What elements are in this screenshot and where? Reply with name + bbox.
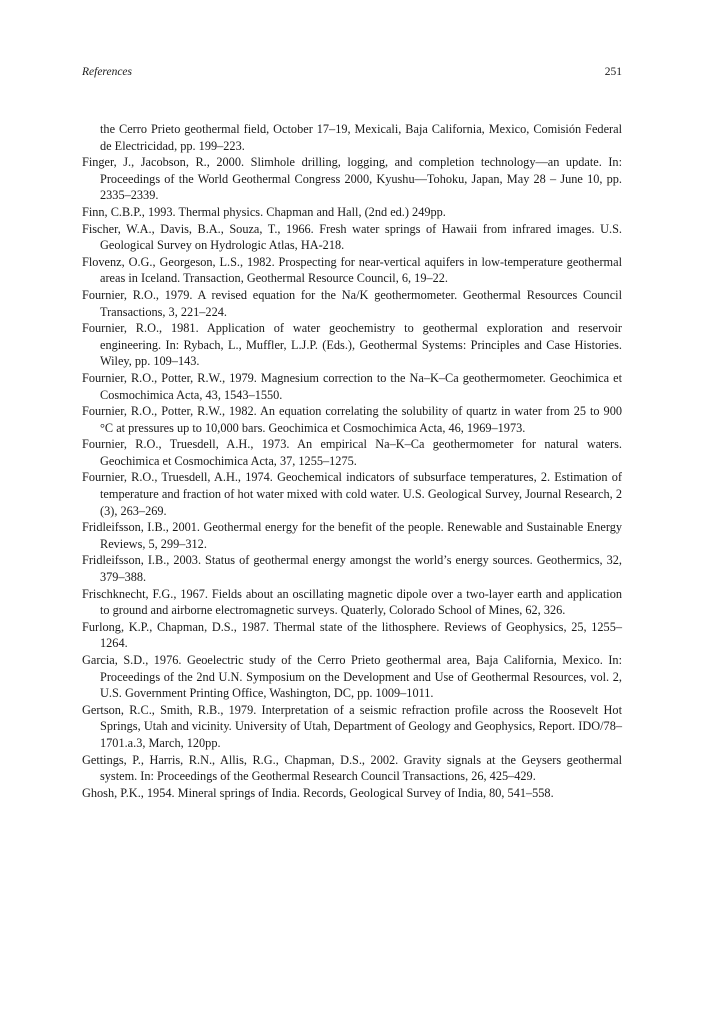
reference-entry: Fridleifsson, I.B., 2001. Geothermal energy for the benefit of the people. Renewable and Sustainable Energy Reviews, 5, 299–312. bbox=[82, 520, 622, 551]
reference-entry: Fournier, R.O., 1981. Application of water geochemistry to geothermal exploration and reservoir engineering. In: Rybach, L., Muffler, L.J.P. (Eds.), Geothermal Systems: Principles and Case Histories. Wiley, pp. 109–143. bbox=[82, 321, 622, 369]
reference-entry: Fournier, R.O., Truesdell, A.H., 1974. Geochemical indicators of subsurface temperatures, 2. Estimation of temperature and fraction of hot water mixed with cold water. U.S. Geological Survey, Journal Research, 2 (3), 263–269. bbox=[82, 470, 622, 518]
reference-entry-continued: the Cerro Prieto geothermal field, October 17–19, Mexicali, Baja California, Mexico, Comisión Federal de Electricidad, pp. 199–223. bbox=[100, 122, 622, 153]
reference-entry: Fournier, R.O., Potter, R.W., 1982. An equation correlating the solubility of quartz in water from 25 to 900 °C at pressures up to 10,000 bars. Geochimica et Cosmochimica Acta, 46, 1969–1973. bbox=[82, 404, 622, 435]
reference-entry: Furlong, K.P., Chapman, D.S., 1987. Thermal state of the lithosphere. Reviews of Geophysics, 25, 1255–1264. bbox=[82, 619, 622, 651]
running-head bbox=[82, 66, 622, 84]
reference-entry: Ghosh, P.K., 1954. Mineral springs of India. Records, Geological Survey of India, 80, 541–558. bbox=[82, 785, 554, 800]
reference-entry: Finn, C.B.P., 1993. Thermal physics. Chapman and Hall, (2nd ed.) 249pp. bbox=[82, 204, 446, 219]
reference-entry: Fournier, R.O., Potter, R.W., 1979. Magnesium correction to the Na–K–Ca geothermometer. Geochimica et Cosmochimica Acta, 43, 1543–1550. bbox=[82, 370, 622, 402]
reference-entry: Gettings, P., Harris, R.N., Allis, R.G., Chapman, D.S., 2002. Gravity signals at the Geysers geothermal system. In: Proceedings of the Geothermal Research Council Transactions, 26, 425–429. bbox=[82, 752, 622, 784]
reference-entry: Gertson, R.C., Smith, R.B., 1979. Interpretation of a seismic refraction profile across the Roosevelt Hot Springs, Utah and vicinity. University of Utah, Department of Geology and Geophysics, Report. IDO/78–1701.a.3, March, 120pp. bbox=[82, 702, 622, 750]
reference-entry: Frischknecht, F.G., 1967. Fields about an oscillating magnetic dipole over a two-layer earth and application to ground and airborne electromagnetic surveys. Quaterly, Colorado School of Mines, 62, 326. bbox=[82, 586, 622, 618]
reference-entry: Fournier, R.O., Truesdell, A.H., 1973. An empirical Na–K–Ca geothermometer for natural waters. Geochimica et Cosmochimica Acta, 37, 1255–1275. bbox=[82, 437, 622, 468]
reference-entry: Flovenz, O.G., Georgeson, L.S., 1982. Prospecting for near-vertical aquifers in low-temperature geothermal areas in Iceland. Transaction, Geothermal Resource Council, 6, 19–22. bbox=[82, 254, 622, 286]
page-number: 251 bbox=[604, 66, 622, 78]
reference-entry: Fridleifsson, I.B., 2003. Status of geothermal energy amongst the world’s energy sources. Geothermics, 32, 379–388. bbox=[82, 553, 622, 585]
reference-entry: Fischer, W.A., Davis, B.A., Souza, T., 1966. Fresh water springs of Hawaii from infrared images. U.S. Geological Survey on Hydrologic Atlas, HA-218. bbox=[82, 221, 622, 253]
reference-list bbox=[82, 121, 622, 801]
reference-entry: Finger, J., Jacobson, R., 2000. Slimhole drilling, logging, and completion technology—an update. In: Proceedings of the World Geothermal Congress 2000, Kyushu—Tohoku, Japan, May 28 – June 10, pp. 2335–2339. bbox=[82, 155, 622, 203]
reference-entry: Garcia, S.D., 1976. Geoelectric study of the Cerro Prieto geothermal area, Baja California, Mexico. In: Proceedings of the 2nd U.N. Symposium on the Development and Use of Geothermal Resources, vol. 2, U.S. Government Printing Office, Washington, DC, pp. 1009–1011. bbox=[82, 653, 622, 701]
reference-entry: Fournier, R.O., 1979. A revised equation for the Na/K geothermometer. Geothermal Resources Council Transactions, 3, 221–224. bbox=[82, 287, 622, 319]
section-title: References bbox=[82, 66, 133, 78]
